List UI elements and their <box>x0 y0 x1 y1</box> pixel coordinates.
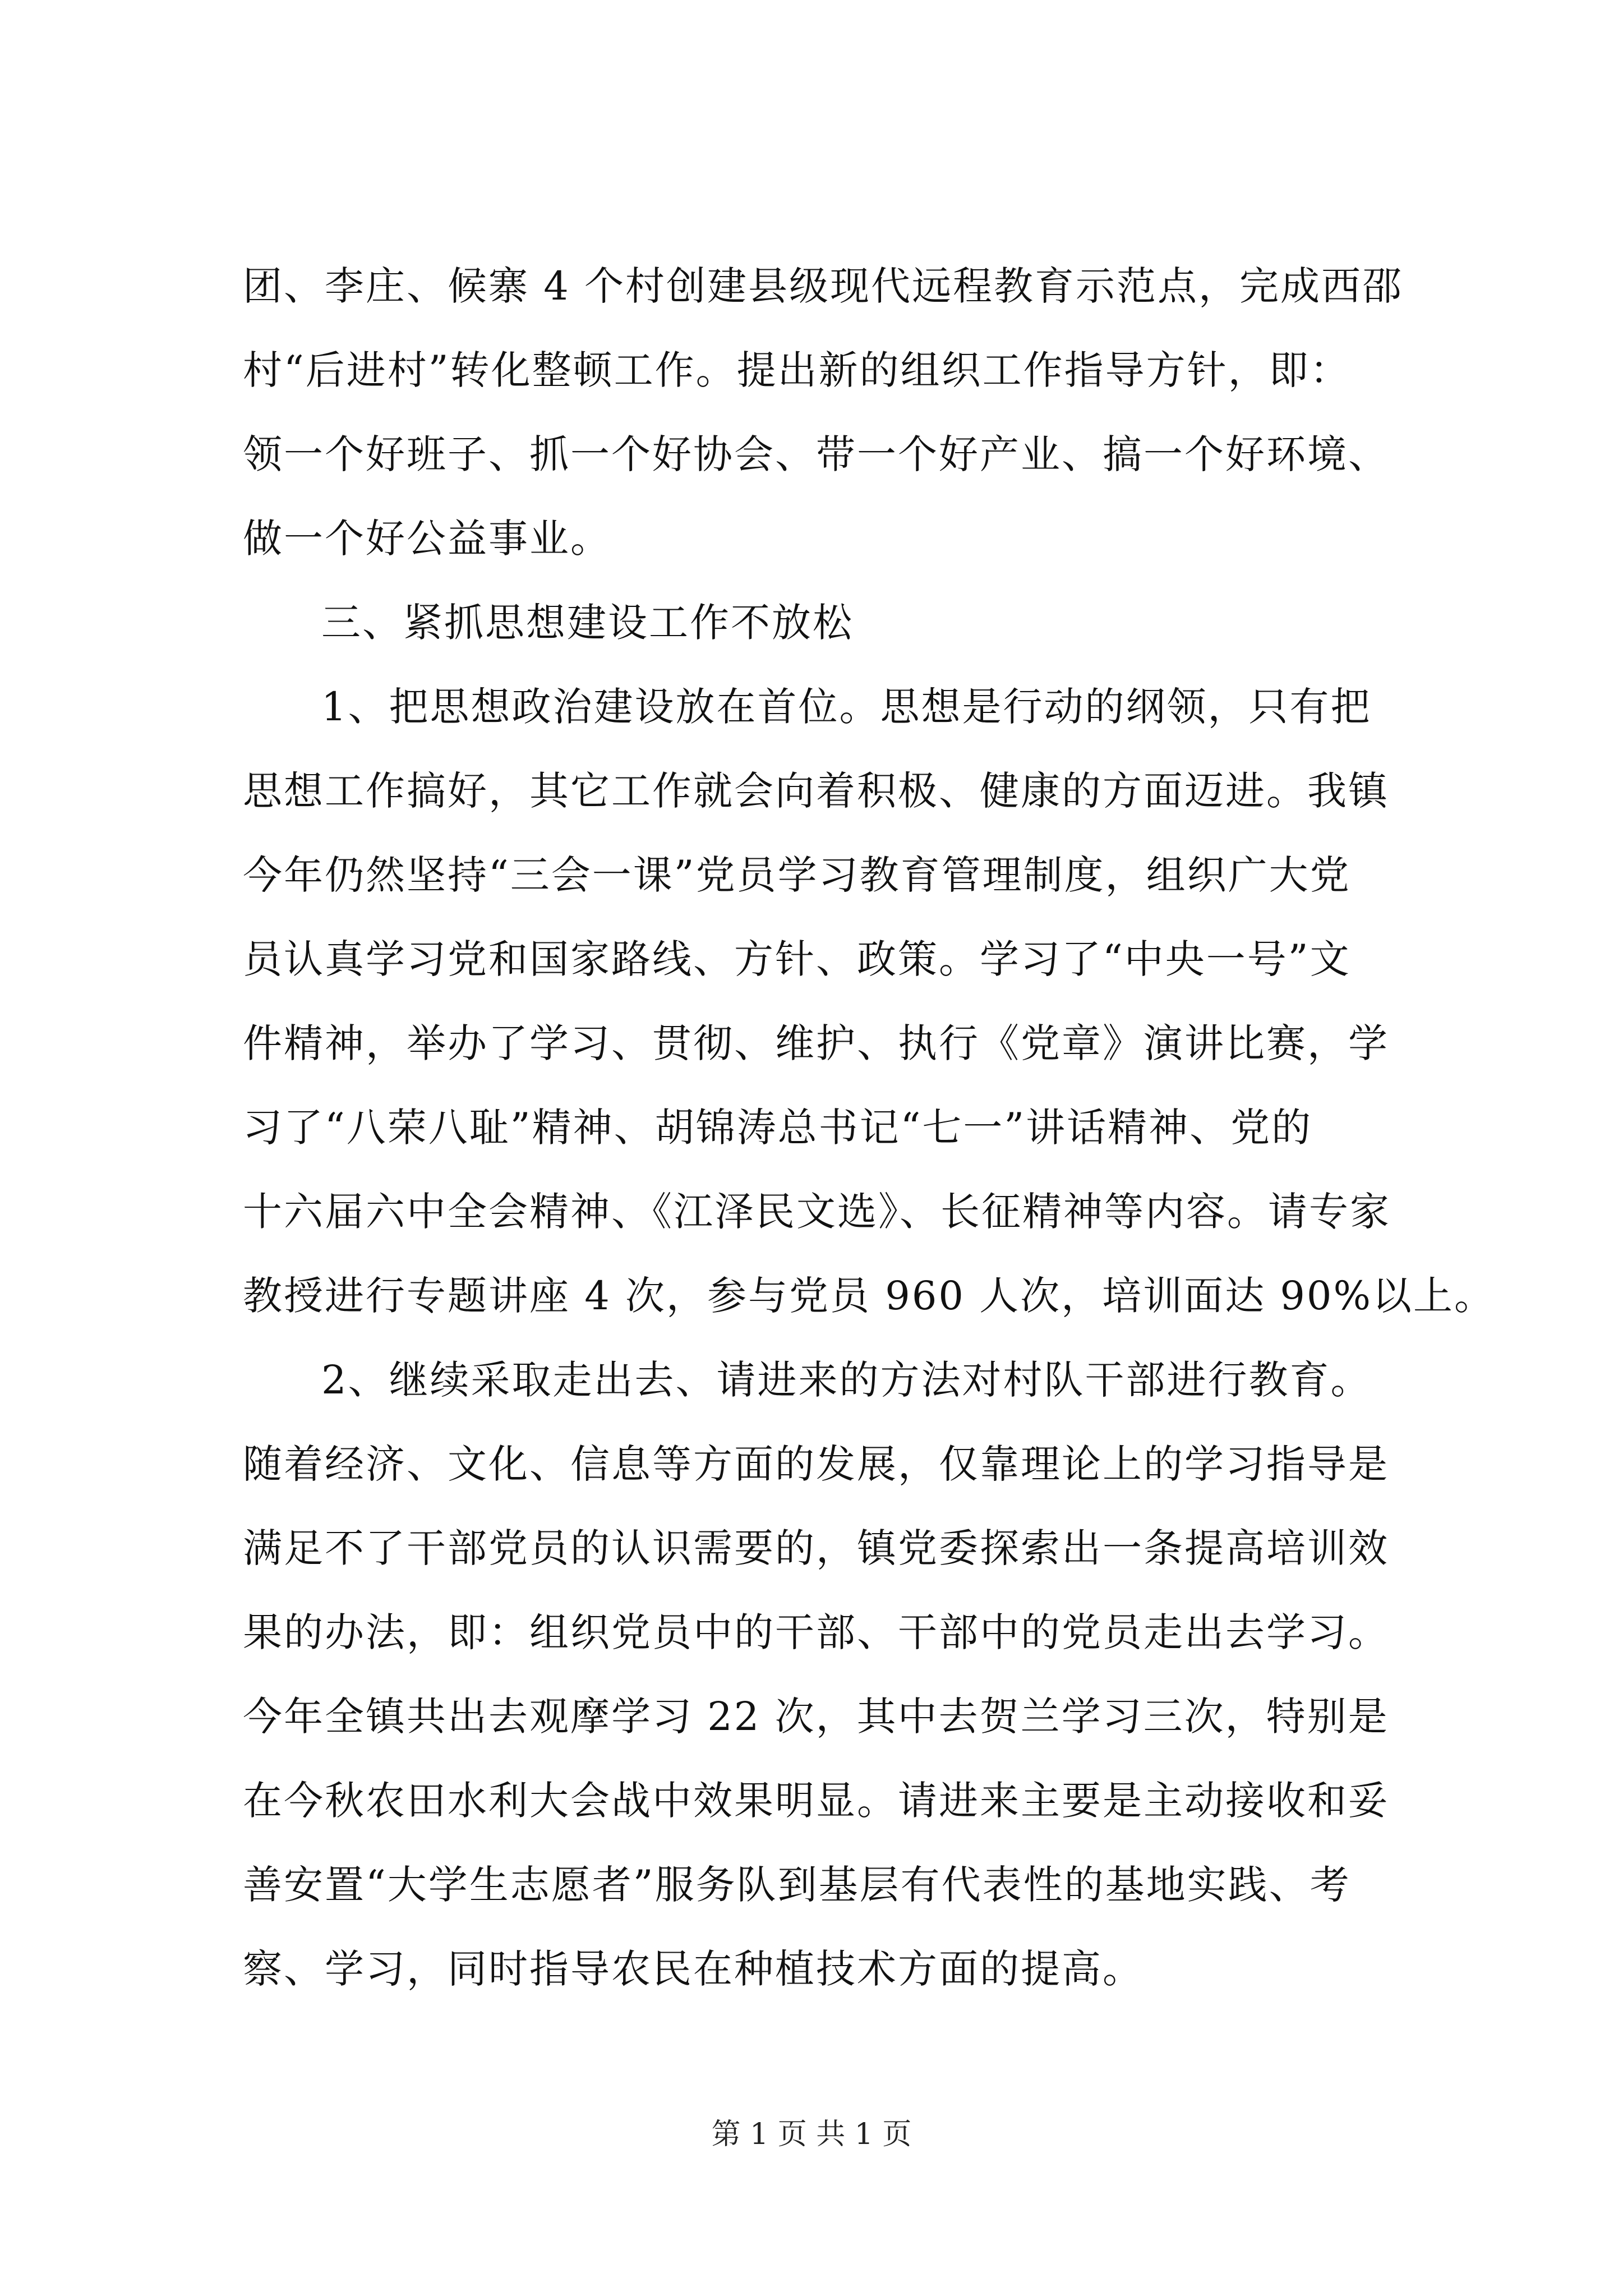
section-heading: 三、紧抓思想建设工作不放松 <box>321 600 854 646</box>
text-line: 员认真学习党和国家路线、方针、政策。学习了“中央一号”文 <box>243 936 1351 982</box>
text-line: 今年全镇共出去观摩学习 22 次，其中去贺兰学习三次，特别是 <box>243 1694 1389 1740</box>
text-line: 满足不了干部党员的认识需要的，镇党委探索出一条提高培训效 <box>243 1525 1389 1571</box>
text-line: 思想工作搞好，其它工作就会向着积极、健康的方面迈进。我镇 <box>243 768 1389 814</box>
text-line: 件精神，举办了学习、贯彻、维护、执行《党章》演讲比赛，学 <box>243 1020 1389 1066</box>
text-line: 随着经济、文化、信息等方面的发展，仅靠理论上的学习指导是 <box>243 1441 1389 1487</box>
text-line: 善安置“大学生志愿者”服务队到基层有代表性的基地实践、考 <box>243 1862 1351 1908</box>
text-line: 习了“八荣八耻”精神、胡锦涛总书记“七一”讲话精神、党的 <box>243 1105 1313 1151</box>
text-line: 今年仍然坚持“三会一课”党员学习教育管理制度，组织广大党 <box>243 852 1351 898</box>
text-line: 十六届六中全会精神、《江泽民文选》、长征精神等内容。请专家 <box>243 1189 1391 1235</box>
text-line: 1、把思想政治建设放在首位。思想是行动的纲领，只有把 <box>321 684 1372 730</box>
text-line: 做一个好公益事业。 <box>243 516 611 562</box>
page-number-footer: 第 1 页 共 1 页 <box>711 2118 912 2151</box>
text-line: 教授进行专题讲座 4 次，参与党员 960 人次，培训面达 90%以上。 <box>243 1273 1495 1319</box>
text-line: 果的办法，即：组织党员中的干部、干部中的党员走出去学习。 <box>243 1609 1389 1655</box>
text-line: 察、学习，同时指导农民在种植技术方面的提高。 <box>243 1946 1144 1992</box>
text-line: 在今秋农田水利大会战中效果明显。请进来主要是主动接收和妥 <box>243 1778 1389 1824</box>
text-line: 团、李庄、候寨 4 个村创建县级现代远程教育示范点，完成西邵 <box>243 263 1404 309</box>
text-line: 2、继续采取走出去、请进来的方法对村队干部进行教育。 <box>321 1357 1372 1403</box>
text-line: 领一个好班子、抓一个好协会、带一个好产业、搞一个好环境、 <box>243 431 1389 477</box>
text-line: 村“后进村”转化整顿工作。提出新的组织工作指导方针，即： <box>243 347 1351 393</box>
